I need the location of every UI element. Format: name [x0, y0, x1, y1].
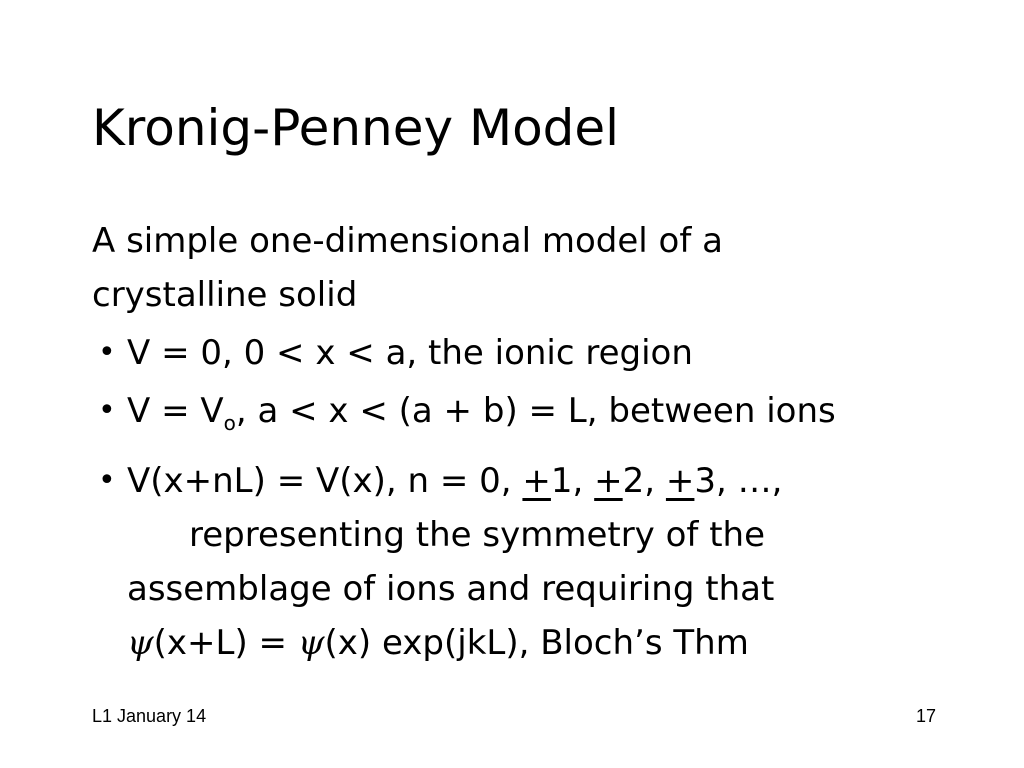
value-1: 1, — [550, 461, 595, 501]
slide-body — [92, 214, 972, 670]
slide-number: 17 — [916, 706, 937, 726]
bullet-3-line-4-b: (x) exp(jkL), Bloch’s Thm — [324, 623, 749, 663]
bullet-3-line-4-a: (x+L) = — [153, 623, 298, 663]
bullet-3-line-2: representing the symmetry of the — [189, 515, 765, 555]
bullet-item-1 — [92, 326, 972, 380]
intro-line-1: A simple one-dimensional model of a — [92, 221, 723, 261]
bullet-2-part-2: , a < x < (a + b) = L, between ions — [235, 391, 836, 431]
plus-minus-2: + — [594, 461, 623, 501]
bullet-dot-icon: • — [98, 335, 116, 370]
plus-minus-3: + — [665, 461, 695, 501]
bullet-dot-icon: • — [98, 393, 116, 428]
value-2: 2, — [622, 461, 666, 501]
bullet-3-line-1 — [127, 454, 972, 508]
bullet-text-2 — [127, 384, 972, 450]
bullet-item-2 — [92, 384, 972, 450]
bullet-dot-icon: • — [98, 463, 116, 498]
intro-line-2: crystalline solid — [92, 275, 358, 315]
bullet-3-line-3: assemblage of ions and requiring that — [127, 569, 775, 609]
footer-date: L1 January 14 — [92, 706, 207, 726]
bullet-3-line-4 — [127, 616, 972, 670]
bullet-2-subscript: o — [223, 411, 236, 435]
slide-title: Kronig-Penney Model — [92, 99, 620, 157]
psi-symbol-2: ψ — [297, 623, 325, 663]
psi-symbol-1: ψ — [127, 623, 154, 663]
bullet-text-1: V = 0, 0 < x < a, the ionic region — [127, 333, 693, 373]
bullet-3-line-1-start: V(x+nL) = V(x), n = 0, — [127, 461, 523, 501]
bullet-item-3 — [92, 454, 972, 670]
value-3: 3, …, — [694, 461, 783, 501]
intro-paragraph — [92, 214, 972, 322]
bullet-2-part-1: V = V — [127, 391, 224, 431]
plus-minus-1: + — [522, 461, 551, 501]
